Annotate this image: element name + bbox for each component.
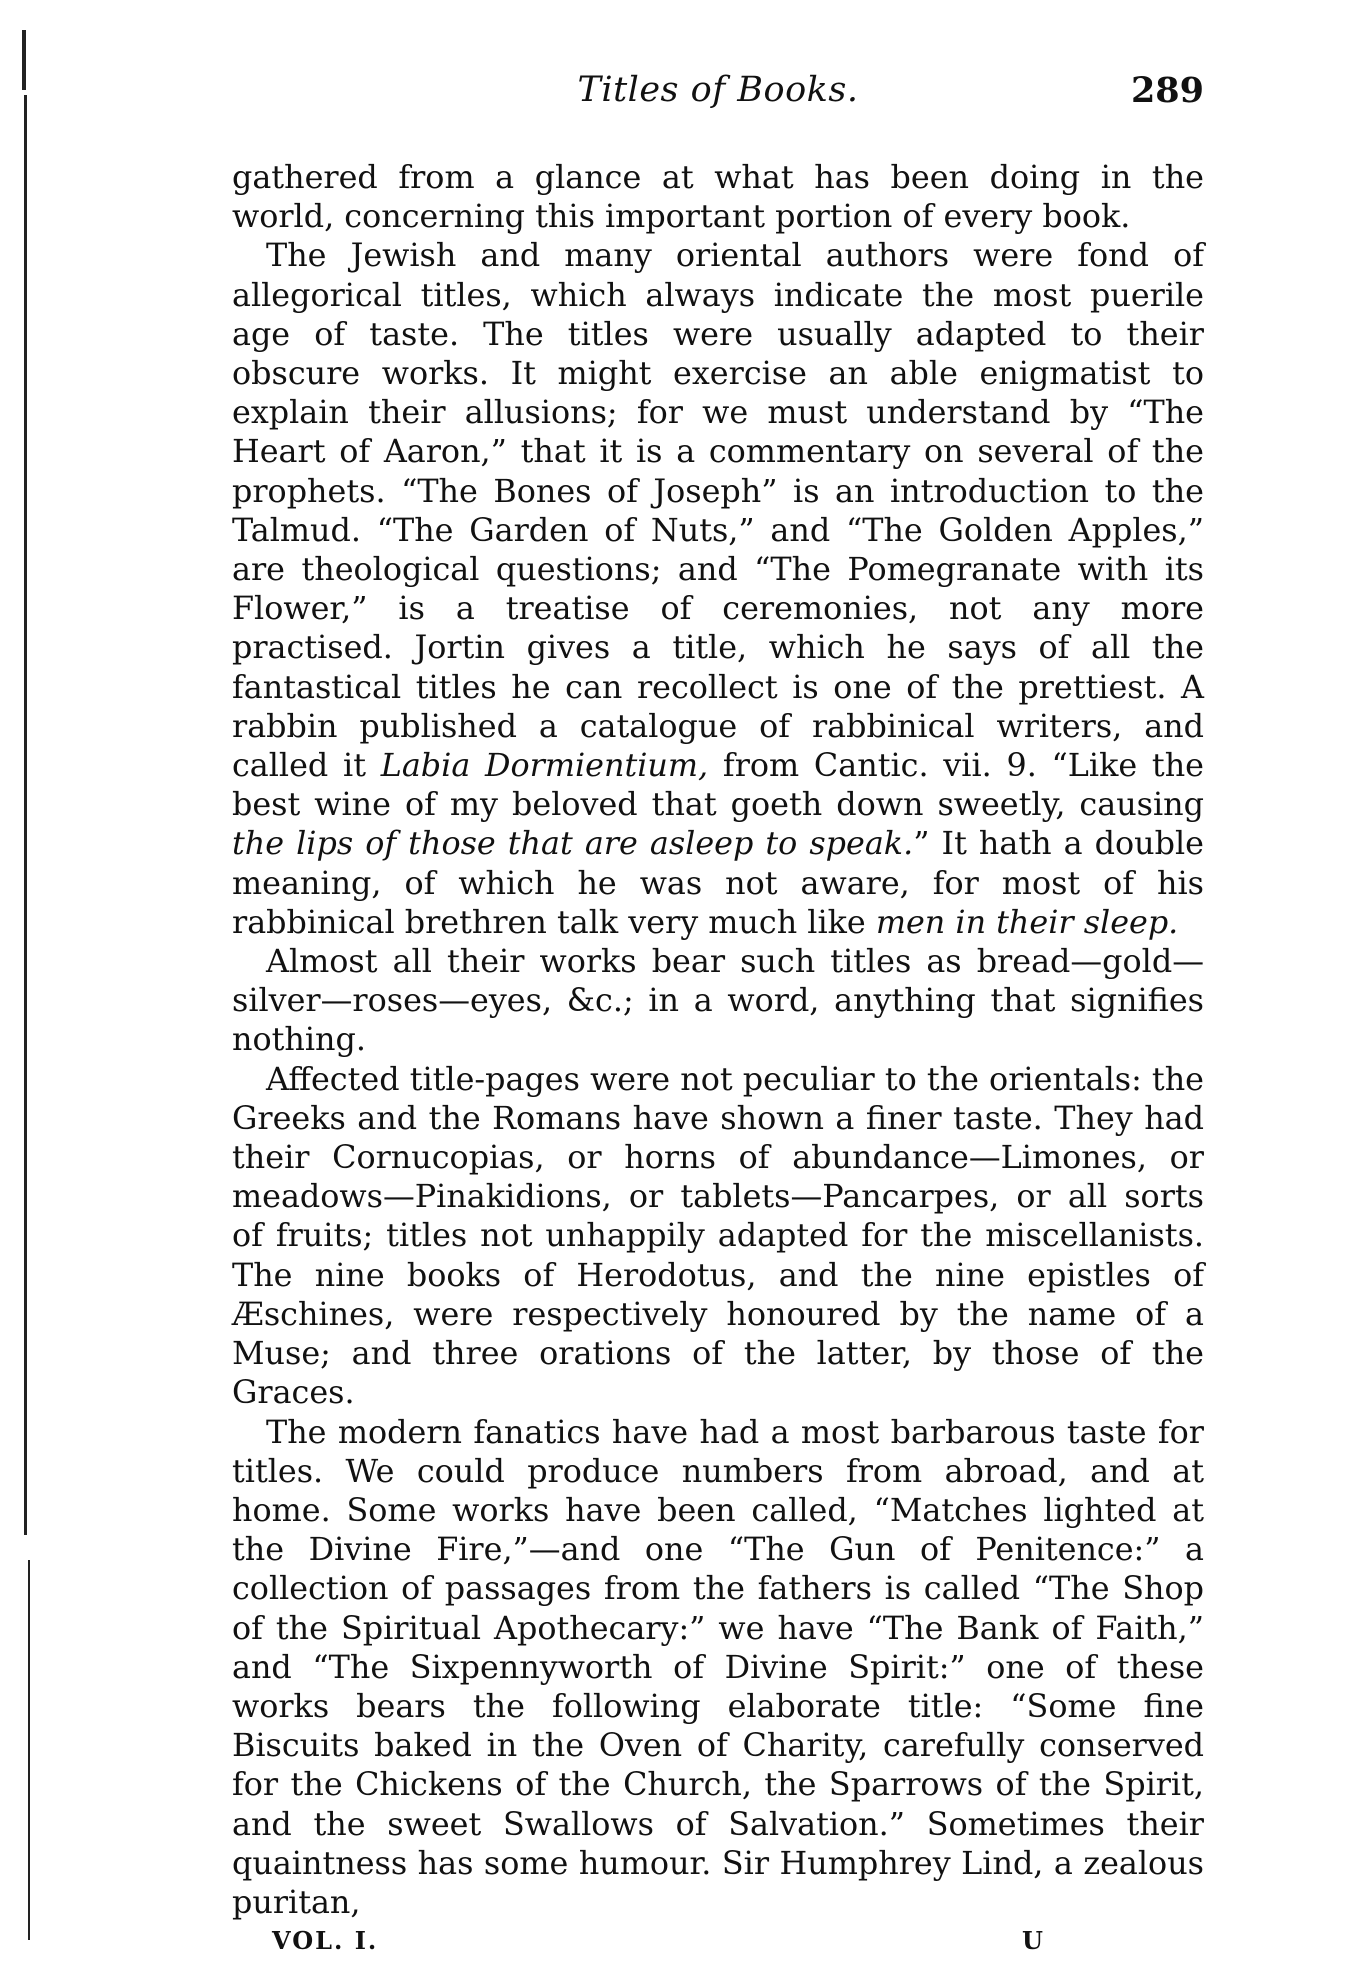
margin-scan-line — [24, 95, 27, 1535]
text-run: from Cantic. vii. 9. “Like the best wine of my beloved that goeth down sweetly, causing — [232, 747, 1204, 824]
signature-letter: U — [1022, 1926, 1043, 1956]
italic-text: Labia Dormientium, — [380, 747, 709, 785]
italic-text: the lips of those that are asleep to speak. — [232, 825, 914, 863]
page-footer — [232, 1926, 1204, 1966]
paragraph — [232, 942, 1204, 1060]
italic-text: men in their sleep. — [875, 903, 1179, 941]
margin-scan-line — [22, 30, 26, 90]
text-run: gathered from a glance at what has been doing in the world, concerning this important portion of every book. — [232, 159, 1204, 236]
margin-scan-line — [28, 1560, 30, 1940]
paragraph — [232, 236, 1204, 942]
page-header — [232, 70, 1204, 130]
page-number: 289 — [1130, 70, 1204, 111]
volume-signature: VOL. I. — [272, 1926, 379, 1956]
text-run: The Jewish and many oriental authors were fond of allegorical titles, which always indicate the most puerile age of taste. The titles were usually adapted to their obscure works. It might exercise an able enigmatist to explain their allusions; for we must understand by “The Heart of Aaron,” that it is a commentary on several of the prophets. “The Bones of Joseph” is an introduction to the Talmud. “The Garden of Nuts,” and “The Golden Apples,” are theological questions; and “The Pomegranate with its Flower,” is a treatise of ceremonies, not any more practised. Jortin gives a title, which he says of all the fantastical titles he can recollect is one of the prettiest. A rabbin published a catalogue of rabbinical writers, and called it — [232, 237, 1204, 785]
text-run: The modern fanatics have had a most barbarous taste for titles. We could produce numbers from abroad, and at home. Some works have been called, “Matches lighted at the Divine Fire,”—and one “The Gun of Penitence:” a collection of passages from the fathers is called “The Shop of the Spiritual Apothecary:” we have “The Bank of Faith,” and “The Sixpennyworth of Divine Spirit:” one of these works bears the following elaborate title: “Some fine Biscuits baked in the Oven of Charity, carefully conserved for the Chickens of the Church, the Sparrows of the Spirit, and the sweet Swallows of Salvation.” Sometimes their quaintness has some humour. Sir Humphrey Lind, a zealous puritan, — [232, 1413, 1204, 1921]
text-run: ” It hath a double meaning, of which he was not aware, for most of his rabbinical brethren talk very much like — [232, 825, 1204, 941]
book-page — [232, 70, 1204, 1966]
body-text — [232, 158, 1204, 1922]
running-title: Titles of Books. — [577, 70, 859, 110]
text-run: Almost all their works bear such titles as bread—gold—silver—roses—eyes, &c.; in a word, anything that signifies nothing. — [232, 943, 1204, 1059]
text-run: Affected title-pages were not peculiar to the orientals: the Greeks and the Romans have shown a finer taste. They had their Cornucopias, or horns of abundance—Limones, or meadows—Pinakidions, or tablets—Pancarpes, or all sorts of fruits; titles not unhappily adapted for the miscellanists. The nine books of Herodotus, and the nine epistles of Æschines, were respectively honoured by the name of a Muse; and three orations of the latter, by those of the Graces. — [232, 1060, 1204, 1412]
paragraph — [232, 1060, 1204, 1413]
paragraph — [232, 158, 1204, 236]
paragraph — [232, 1413, 1204, 1923]
